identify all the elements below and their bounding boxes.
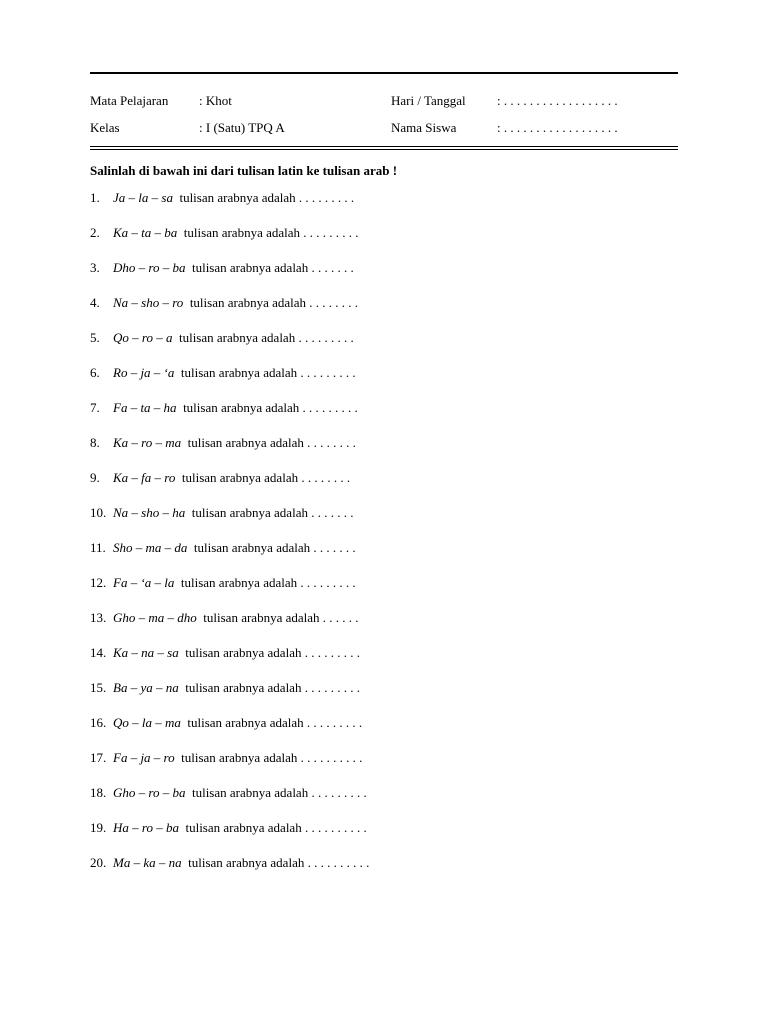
item-prompt: tulisan arabnya adalah . . . . . . . . .: [180, 575, 356, 590]
list-item: [90, 364, 369, 399]
list-item: [90, 819, 369, 854]
item-number: 1.: [90, 190, 100, 205]
date-field[interactable]: : . . . . . . . . . . . . . . . . . .: [497, 93, 618, 108]
item-number: 12.: [90, 575, 107, 590]
subject-value: : Khot: [199, 93, 232, 108]
item-number: 19.: [90, 820, 107, 835]
item-syllables: Qo – ro – a: [113, 330, 173, 345]
item-syllables: Ja – la – sa: [113, 190, 173, 205]
item-prompt: tulisan arabnya adalah . . . . . . . . .: [185, 680, 360, 695]
item-number: 17.: [90, 750, 107, 765]
item-syllables: Dho – ro – ba: [113, 260, 186, 275]
name-label: Nama Siswa: [391, 120, 457, 135]
item-prompt: tulisan arabnya adalah . . . . . . . . .: [183, 400, 358, 415]
item-prompt: tulisan arabnya adalah . . . . . . . . . .: [188, 855, 370, 870]
item-number: 14.: [90, 645, 107, 660]
item-prompt: tulisan arabnya adalah . . . . . . . . .: [191, 785, 367, 800]
item-number: 11.: [90, 540, 106, 555]
item-prompt: tulisan arabnya adalah . . . . . . .: [191, 260, 354, 275]
item-prompt: tulisan arabnya adalah . . . . . . . . .: [183, 225, 359, 240]
item-syllables: Sho – ma – da: [113, 540, 188, 555]
item-number: 18.: [90, 785, 107, 800]
item-syllables: Fa – ‘a – la: [113, 575, 175, 590]
item-prompt: tulisan arabnya adalah . . . . . .: [203, 610, 359, 625]
list-item: [90, 854, 369, 889]
item-prompt: tulisan arabnya adalah . . . . . . .: [193, 540, 356, 555]
item-syllables: Qo – la – ma: [113, 715, 181, 730]
item-syllables: Ka – na – sa: [113, 645, 179, 660]
item-prompt: tulisan arabnya adalah . . . . . . .: [191, 505, 354, 520]
list-item: [90, 609, 369, 644]
item-number: 15.: [90, 680, 107, 695]
list-item: [90, 189, 369, 224]
item-syllables: Fa – ja – ro: [113, 750, 175, 765]
item-syllables: Ro – ja – ‘a: [113, 365, 175, 380]
item-syllables: Ma – ka – na: [113, 855, 182, 870]
list-item: [90, 749, 369, 784]
header-divider: [90, 146, 678, 150]
item-number: 10.: [90, 505, 107, 520]
list-item: [90, 329, 369, 364]
exercise-list: [90, 189, 369, 889]
item-syllables: Na – sho – ro: [113, 295, 184, 310]
item-prompt: tulisan arabnya adalah . . . . . . . . .: [179, 190, 355, 205]
item-number: 2.: [90, 225, 100, 240]
item-number: 9.: [90, 470, 100, 485]
item-prompt: tulisan arabnya adalah . . . . . . . . .: [180, 365, 356, 380]
item-number: 5.: [90, 330, 100, 345]
item-syllables: Ka – fa – ro: [113, 470, 176, 485]
item-prompt: tulisan arabnya adalah . . . . . . . .: [187, 435, 356, 450]
item-number: 13.: [90, 610, 107, 625]
item-number: 3.: [90, 260, 100, 275]
list-item: [90, 679, 369, 714]
item-syllables: Fa – ta – ha: [113, 400, 177, 415]
item-number: 8.: [90, 435, 100, 450]
list-item: [90, 784, 369, 819]
item-number: 20.: [90, 855, 107, 870]
class-label: Kelas: [90, 120, 120, 135]
class-value: : I (Satu) TPQ A: [199, 120, 285, 135]
item-prompt: tulisan arabnya adalah . . . . . . . . .: [178, 330, 354, 345]
list-item: [90, 539, 369, 574]
item-prompt: tulisan arabnya adalah . . . . . . . . .: [185, 645, 360, 660]
item-number: 16.: [90, 715, 107, 730]
item-prompt: tulisan arabnya adalah . . . . . . . . . .: [185, 820, 367, 835]
list-item: [90, 714, 369, 749]
list-item: [90, 224, 369, 259]
item-syllables: Ka – ta – ba: [113, 225, 178, 240]
list-item: [90, 434, 369, 469]
item-prompt: tulisan arabnya adalah . . . . . . . . . .: [181, 750, 363, 765]
list-item: [90, 469, 369, 504]
header-row-1: [90, 92, 678, 110]
item-syllables: Ba – ya – na: [113, 680, 179, 695]
subject-label: Mata Pelajaran: [90, 93, 169, 108]
header-row-2: [90, 119, 678, 137]
list-item: [90, 644, 369, 679]
item-syllables: Gho – ro – ba: [113, 785, 186, 800]
name-field[interactable]: : . . . . . . . . . . . . . . . . . .: [497, 120, 618, 135]
item-prompt: tulisan arabnya adalah . . . . . . . . .: [187, 715, 363, 730]
item-syllables: Na – sho – ha: [113, 505, 186, 520]
top-rule: [90, 72, 678, 74]
item-number: 4.: [90, 295, 100, 310]
date-label: Hari / Tanggal: [391, 93, 466, 108]
list-item: [90, 574, 369, 609]
list-item: [90, 294, 369, 329]
list-item: [90, 259, 369, 294]
item-syllables: Gho – ma – dho: [113, 610, 197, 625]
item-syllables: Ha – ro – ba: [113, 820, 179, 835]
instruction-text: Salinlah di bawah ini dari tulisan latin ke tulisan arab !: [90, 163, 398, 178]
item-number: 6.: [90, 365, 100, 380]
list-item: [90, 399, 369, 434]
item-number: 7.: [90, 400, 100, 415]
list-item: [90, 504, 369, 539]
item-syllables: Ka – ro – ma: [113, 435, 182, 450]
item-prompt: tulisan arabnya adalah . . . . . . . .: [189, 295, 359, 310]
item-prompt: tulisan arabnya adalah . . . . . . . .: [181, 470, 351, 485]
